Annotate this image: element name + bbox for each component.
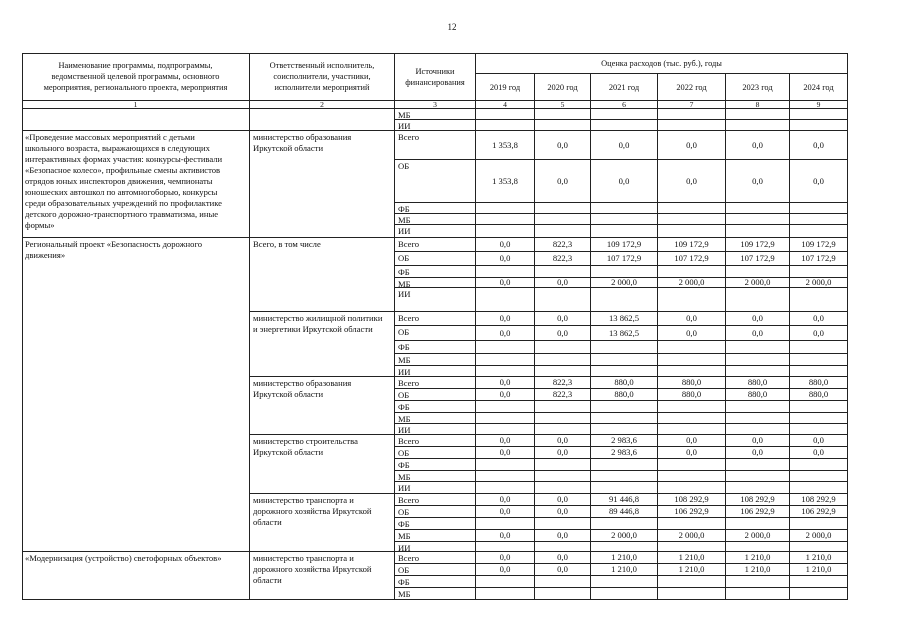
value-cell: 0,0 xyxy=(658,326,726,341)
value-cell: 0,0 xyxy=(476,564,535,576)
value-cell xyxy=(790,459,848,471)
value-cell xyxy=(790,203,848,214)
value-cell xyxy=(726,354,790,366)
program-name-cell: Региональный проект «Безопасность дорожного движения» xyxy=(22,238,250,552)
value-cell: 0,0 xyxy=(476,447,535,459)
value-cell xyxy=(726,225,790,238)
funding-source-cell: Всего xyxy=(395,312,476,326)
value-cell xyxy=(476,214,535,225)
value-cell: 0,0 xyxy=(476,494,535,506)
value-cell: 1 210,0 xyxy=(591,552,658,564)
value-cell xyxy=(790,366,848,377)
value-cell: 0,0 xyxy=(535,278,591,288)
executor-cell: министерство жилищной политики и энергетики Иркутской области xyxy=(250,312,395,377)
value-cell: 0,0 xyxy=(658,312,726,326)
value-cell: 107 172,9 xyxy=(658,252,726,266)
funding-source-cell: ФБ xyxy=(395,459,476,471)
value-cell: 0,0 xyxy=(535,564,591,576)
value-cell: 822,3 xyxy=(535,389,591,401)
value-cell: 0,0 xyxy=(476,530,535,542)
value-cell xyxy=(591,354,658,366)
value-cell xyxy=(535,120,591,131)
value-cell: 0,0 xyxy=(535,160,591,203)
value-cell: 109 172,9 xyxy=(591,238,658,252)
value-cell xyxy=(591,266,658,278)
value-cell: 880,0 xyxy=(790,389,848,401)
funding-source-cell: МБ xyxy=(395,588,476,600)
value-cell: 0,0 xyxy=(658,447,726,459)
value-cell: 0,0 xyxy=(535,494,591,506)
funding-source-cell: ОБ xyxy=(395,252,476,266)
value-cell: 0,0 xyxy=(790,435,848,447)
value-cell xyxy=(535,459,591,471)
value-cell xyxy=(476,225,535,238)
value-cell: 0,0 xyxy=(476,312,535,326)
value-cell: 13 862,5 xyxy=(591,312,658,326)
value-cell xyxy=(476,542,535,552)
value-cell xyxy=(591,482,658,494)
value-cell xyxy=(790,225,848,238)
value-cell: 0,0 xyxy=(476,552,535,564)
value-cell xyxy=(658,203,726,214)
program-name-cell xyxy=(22,109,250,131)
value-cell xyxy=(726,203,790,214)
value-cell xyxy=(535,214,591,225)
value-cell xyxy=(790,341,848,354)
funding-source-cell: ИИ xyxy=(395,288,476,312)
value-cell xyxy=(591,225,658,238)
value-cell xyxy=(591,542,658,552)
value-cell: 0,0 xyxy=(476,326,535,341)
value-cell xyxy=(658,266,726,278)
value-cell xyxy=(658,288,726,312)
value-cell xyxy=(726,424,790,435)
program-name-cell: «Модернизация (устройство) светофорных объектов» xyxy=(22,552,250,600)
funding-source-cell: МБ xyxy=(395,278,476,288)
value-cell: 1 210,0 xyxy=(658,564,726,576)
value-cell: 0,0 xyxy=(591,131,658,160)
value-cell: 2 000,0 xyxy=(790,530,848,542)
value-cell: 0,0 xyxy=(591,160,658,203)
value-cell xyxy=(476,518,535,530)
value-cell: 109 172,9 xyxy=(790,238,848,252)
value-cell xyxy=(726,266,790,278)
value-cell xyxy=(658,401,726,413)
value-cell: 0,0 xyxy=(726,312,790,326)
value-cell xyxy=(658,341,726,354)
header-year: 2023 год xyxy=(726,74,790,101)
funding-source-cell: ИИ xyxy=(395,482,476,494)
value-cell xyxy=(726,471,790,482)
header-year: 2020 год xyxy=(535,74,591,101)
value-cell: 2 000,0 xyxy=(726,278,790,288)
executor-cell: министерство транспорта и дорожного хозяйства Иркутской области xyxy=(250,494,395,552)
value-cell xyxy=(535,266,591,278)
value-cell: 0,0 xyxy=(535,552,591,564)
funding-source-cell: Всего xyxy=(395,238,476,252)
value-cell xyxy=(726,459,790,471)
value-cell xyxy=(591,424,658,435)
value-cell xyxy=(658,120,726,131)
value-cell: 2 000,0 xyxy=(726,530,790,542)
executor-cell: Всего, в том числе xyxy=(250,238,395,312)
value-cell: 89 446,8 xyxy=(591,506,658,518)
value-cell xyxy=(658,109,726,120)
column-number: 7 xyxy=(658,101,726,109)
header-source-column: Источники финансирования xyxy=(395,53,476,101)
funding-source-cell: МБ xyxy=(395,530,476,542)
value-cell: 0,0 xyxy=(726,435,790,447)
value-cell: 0,0 xyxy=(535,312,591,326)
value-cell xyxy=(591,203,658,214)
funding-source-cell: Всего xyxy=(395,377,476,389)
funding-source-cell: МБ xyxy=(395,471,476,482)
value-cell xyxy=(535,203,591,214)
header-year: 2022 год xyxy=(658,74,726,101)
column-number: 8 xyxy=(726,101,790,109)
value-cell xyxy=(591,576,658,588)
value-cell xyxy=(790,588,848,600)
value-cell: 2 000,0 xyxy=(591,530,658,542)
value-cell xyxy=(535,518,591,530)
value-cell: 0,0 xyxy=(535,506,591,518)
value-cell xyxy=(591,341,658,354)
value-cell: 880,0 xyxy=(591,377,658,389)
value-cell xyxy=(535,588,591,600)
value-cell xyxy=(591,471,658,482)
value-cell xyxy=(658,413,726,424)
value-cell xyxy=(535,341,591,354)
page-number: 12 xyxy=(447,22,457,32)
value-cell xyxy=(476,459,535,471)
value-cell: 0,0 xyxy=(476,252,535,266)
value-cell: 91 446,8 xyxy=(591,494,658,506)
value-cell xyxy=(535,225,591,238)
value-cell xyxy=(658,459,726,471)
funding-source-cell: ФБ xyxy=(395,341,476,354)
value-cell xyxy=(726,288,790,312)
header-year: 2024 год xyxy=(790,74,848,101)
value-cell xyxy=(658,354,726,366)
value-cell: 880,0 xyxy=(726,389,790,401)
header-expenses: Оценка расходов (тыс. руб.), годы xyxy=(476,53,848,74)
value-cell xyxy=(790,354,848,366)
value-cell xyxy=(476,366,535,377)
value-cell: 1 210,0 xyxy=(726,564,790,576)
funding-source-cell: ИИ xyxy=(395,542,476,552)
funding-source-cell: МБ xyxy=(395,354,476,366)
value-cell xyxy=(790,482,848,494)
value-cell xyxy=(790,120,848,131)
value-cell xyxy=(658,518,726,530)
header-name-column: Наименование программы, подпрограммы, ведомственной целевой программы, основного мероприятия, регионального проекта, мероприятия xyxy=(22,53,250,101)
funding-source-cell: МБ xyxy=(395,109,476,120)
executor-cell: министерство транспорта и дорожного хозяйства Иркутской области xyxy=(250,552,395,600)
value-cell: 0,0 xyxy=(658,160,726,203)
value-cell xyxy=(591,588,658,600)
funding-source-cell: ОБ xyxy=(395,326,476,341)
value-cell: 822,3 xyxy=(535,377,591,389)
value-cell xyxy=(476,588,535,600)
value-cell: 1 210,0 xyxy=(726,552,790,564)
value-cell xyxy=(476,341,535,354)
value-cell xyxy=(790,214,848,225)
funding-source-cell: ОБ xyxy=(395,447,476,459)
value-cell: 107 172,9 xyxy=(790,252,848,266)
value-cell: 822,3 xyxy=(535,238,591,252)
value-cell xyxy=(726,401,790,413)
value-cell: 0,0 xyxy=(476,435,535,447)
funding-source-cell: Всего xyxy=(395,131,476,160)
executor-cell: министерство строительства Иркутской области xyxy=(250,435,395,494)
value-cell xyxy=(591,120,658,131)
value-cell xyxy=(591,459,658,471)
value-cell xyxy=(658,366,726,377)
value-cell: 880,0 xyxy=(658,377,726,389)
column-number: 5 xyxy=(535,101,591,109)
header-year: 2019 год xyxy=(476,74,535,101)
value-cell: 0,0 xyxy=(535,530,591,542)
value-cell: 107 172,9 xyxy=(591,252,658,266)
value-cell: 13 862,5 xyxy=(591,326,658,341)
value-cell xyxy=(591,214,658,225)
value-cell: 0,0 xyxy=(658,131,726,160)
value-cell xyxy=(726,214,790,225)
column-number: 3 xyxy=(395,101,476,109)
value-cell xyxy=(476,482,535,494)
funding-source-cell: ФБ xyxy=(395,401,476,413)
value-cell: 108 292,9 xyxy=(726,494,790,506)
funding-source-cell: ИИ xyxy=(395,120,476,131)
value-cell xyxy=(591,401,658,413)
value-cell xyxy=(658,542,726,552)
value-cell xyxy=(658,225,726,238)
value-cell xyxy=(476,424,535,435)
value-cell xyxy=(476,109,535,120)
value-cell xyxy=(476,266,535,278)
value-cell: 2 000,0 xyxy=(591,278,658,288)
value-cell xyxy=(591,109,658,120)
value-cell: 108 292,9 xyxy=(658,494,726,506)
value-cell: 106 292,9 xyxy=(790,506,848,518)
funding-source-cell: ОБ xyxy=(395,506,476,518)
value-cell xyxy=(535,471,591,482)
funding-source-cell: ИИ xyxy=(395,225,476,238)
value-cell xyxy=(535,482,591,494)
value-cell: 1 210,0 xyxy=(790,564,848,576)
value-cell xyxy=(658,482,726,494)
value-cell xyxy=(658,424,726,435)
value-cell xyxy=(726,109,790,120)
value-cell: 106 292,9 xyxy=(726,506,790,518)
funding-source-cell: МБ xyxy=(395,413,476,424)
value-cell xyxy=(476,203,535,214)
value-cell xyxy=(658,214,726,225)
column-number: 2 xyxy=(250,101,395,109)
value-cell xyxy=(726,518,790,530)
value-cell: 2 000,0 xyxy=(790,278,848,288)
value-cell: 1 210,0 xyxy=(658,552,726,564)
value-cell xyxy=(476,354,535,366)
value-cell xyxy=(790,266,848,278)
value-cell: 0,0 xyxy=(726,326,790,341)
value-cell xyxy=(476,401,535,413)
value-cell: 0,0 xyxy=(658,435,726,447)
executor-cell: министерство образования Иркутской области xyxy=(250,131,395,238)
value-cell: 880,0 xyxy=(591,389,658,401)
value-cell xyxy=(658,576,726,588)
value-cell: 1 353,8 xyxy=(476,160,535,203)
value-cell xyxy=(790,576,848,588)
value-cell: 880,0 xyxy=(790,377,848,389)
value-cell: 0,0 xyxy=(790,326,848,341)
value-cell xyxy=(726,120,790,131)
executor-cell: министерство образования Иркутской области xyxy=(250,377,395,435)
value-cell xyxy=(726,576,790,588)
funding-source-cell: Всего xyxy=(395,494,476,506)
value-cell: 2 983,6 xyxy=(591,447,658,459)
header-executor-column: Ответственный исполнитель, соисполнители, участники, исполнители мероприятий xyxy=(250,53,395,101)
value-cell xyxy=(476,471,535,482)
value-cell xyxy=(535,413,591,424)
value-cell xyxy=(591,288,658,312)
value-cell xyxy=(790,288,848,312)
funding-source-cell: ИИ xyxy=(395,366,476,377)
funding-source-cell: ФБ xyxy=(395,576,476,588)
value-cell: 0,0 xyxy=(476,506,535,518)
value-cell xyxy=(790,109,848,120)
value-cell: 0,0 xyxy=(476,278,535,288)
value-cell: 0,0 xyxy=(790,312,848,326)
value-cell xyxy=(591,366,658,377)
value-cell: 2 983,6 xyxy=(591,435,658,447)
value-cell: 0,0 xyxy=(726,131,790,160)
funding-source-cell: Всего xyxy=(395,435,476,447)
funding-source-cell: ОБ xyxy=(395,160,476,203)
value-cell xyxy=(658,588,726,600)
value-cell: 0,0 xyxy=(535,447,591,459)
value-cell: 880,0 xyxy=(726,377,790,389)
funding-source-cell: ИИ xyxy=(395,424,476,435)
value-cell xyxy=(790,542,848,552)
value-cell xyxy=(535,288,591,312)
value-cell: 880,0 xyxy=(658,389,726,401)
value-cell xyxy=(790,413,848,424)
value-cell xyxy=(790,518,848,530)
value-cell xyxy=(726,341,790,354)
value-cell: 0,0 xyxy=(476,389,535,401)
value-cell: 109 172,9 xyxy=(726,238,790,252)
value-cell xyxy=(726,542,790,552)
value-cell: 1 353,8 xyxy=(476,131,535,160)
value-cell: 0,0 xyxy=(790,447,848,459)
value-cell xyxy=(726,366,790,377)
column-number: 4 xyxy=(476,101,535,109)
value-cell: 2 000,0 xyxy=(658,530,726,542)
value-cell: 106 292,9 xyxy=(658,506,726,518)
value-cell xyxy=(535,424,591,435)
value-cell xyxy=(790,401,848,413)
funding-source-cell: ФБ xyxy=(395,203,476,214)
column-number: 9 xyxy=(790,101,848,109)
value-cell: 1 210,0 xyxy=(790,552,848,564)
value-cell xyxy=(476,288,535,312)
value-cell xyxy=(591,413,658,424)
value-cell xyxy=(535,576,591,588)
program-name-cell: «Проведение массовых мероприятий с детьми школьного возраста, выражающихся в следующих интерактивных формах участия: конкурсы-фестивали «Безопасное колесо», профильные смены активистов отрядов юных инспекторов движения, чемпионаты юношеских автошкол по автомногоборью, конкурсы среди образовательных учреждений по профилактике детского дорожно-транспортного травматизма, иные формы» xyxy=(22,131,250,238)
value-cell: 0,0 xyxy=(535,131,591,160)
value-cell: 0,0 xyxy=(476,238,535,252)
value-cell: 0,0 xyxy=(726,160,790,203)
funding-source-cell: Всего xyxy=(395,552,476,564)
column-number: 6 xyxy=(591,101,658,109)
value-cell xyxy=(535,354,591,366)
value-cell xyxy=(535,542,591,552)
value-cell: 0,0 xyxy=(790,160,848,203)
funding-source-cell: ФБ xyxy=(395,266,476,278)
value-cell: 0,0 xyxy=(476,377,535,389)
value-cell: 108 292,9 xyxy=(790,494,848,506)
value-cell: 0,0 xyxy=(790,131,848,160)
funding-source-cell: МБ xyxy=(395,214,476,225)
value-cell xyxy=(726,588,790,600)
value-cell xyxy=(476,413,535,424)
value-cell xyxy=(535,366,591,377)
value-cell: 822,3 xyxy=(535,252,591,266)
value-cell: 1 210,0 xyxy=(591,564,658,576)
value-cell: 2 000,0 xyxy=(658,278,726,288)
value-cell xyxy=(535,401,591,413)
value-cell xyxy=(726,482,790,494)
funding-source-cell: ФБ xyxy=(395,518,476,530)
value-cell: 0,0 xyxy=(535,326,591,341)
value-cell: 109 172,9 xyxy=(658,238,726,252)
value-cell xyxy=(535,109,591,120)
value-cell xyxy=(476,120,535,131)
value-cell: 0,0 xyxy=(726,447,790,459)
value-cell xyxy=(790,471,848,482)
value-cell: 107 172,9 xyxy=(726,252,790,266)
value-cell xyxy=(790,424,848,435)
value-cell xyxy=(726,413,790,424)
executor-cell xyxy=(250,109,395,131)
funding-source-cell: ОБ xyxy=(395,389,476,401)
funding-source-cell: ОБ xyxy=(395,564,476,576)
value-cell xyxy=(476,576,535,588)
value-cell xyxy=(591,518,658,530)
value-cell: 0,0 xyxy=(535,435,591,447)
column-number: 1 xyxy=(22,101,250,109)
value-cell xyxy=(658,471,726,482)
header-year: 2021 год xyxy=(591,74,658,101)
